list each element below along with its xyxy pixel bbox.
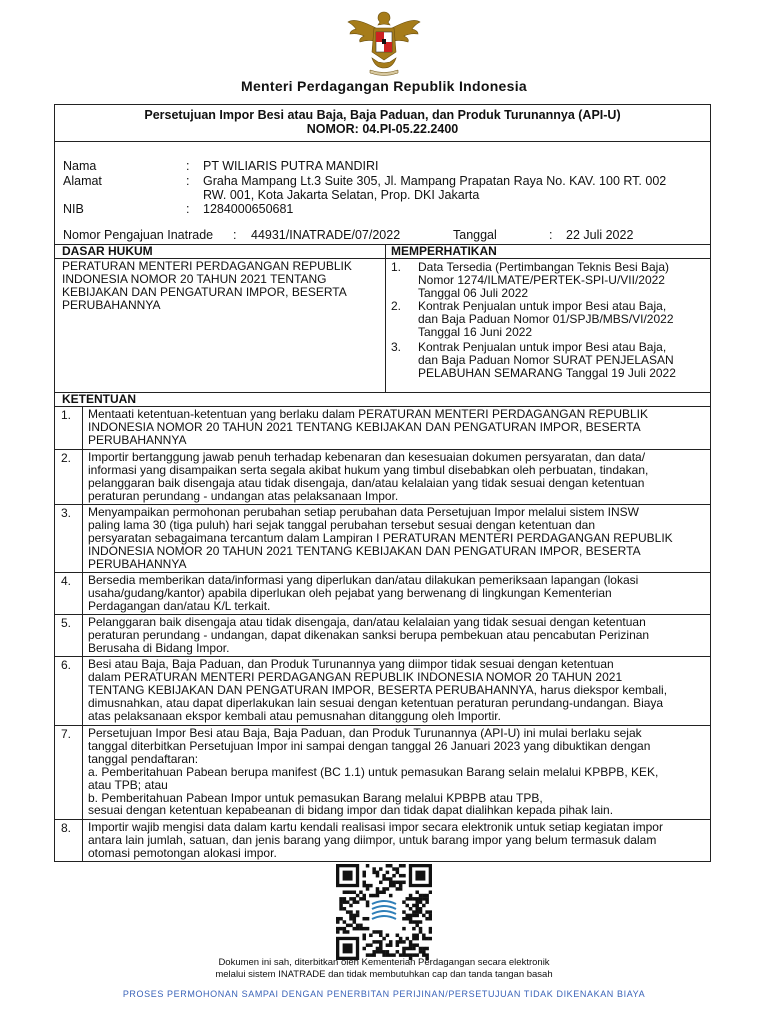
ketentuan-line: Mentaati ketentuan-ketentuan yang berlaku dalam PERATURAN MENTERI PERDAGANGAN REPUBLIK	[88, 407, 649, 421]
ketentuan-line: Importir bertanggung jawab penuh terhadap kebenaran dan kesesuaian dokumen persyaratan, dan data/	[88, 450, 646, 464]
ketentuan-line: persyaratan sebagaimana tercantum dalam Lampiran I PERATURAN MENTERI PERDAGANGAN REPUBLIK	[88, 530, 673, 545]
document-title-box	[54, 104, 711, 142]
validity-note-line2: melalui sistem INATRADE dan tidak membutuhkan cap dan tanda tangan basah	[215, 968, 553, 980]
ketentuan-line: Besi atau Baja, Baja Paduan, dan Produk Turunannya yang diimpor tidak sesuai dengan ketentuan	[88, 657, 614, 671]
ketentuan-line: TENTANG KEBIJAKAN DAN PENGATURAN IMPOR, BESERTA PERUBAHANNYA, harus diekspor kembali,	[88, 682, 668, 697]
ketentuan-line: peraturan perundang - undangan atas pelaksanaan Impor.	[88, 488, 399, 503]
ketentuan-line: usaha/gudang/kantor) apabila diperlukan oleh pejabat yang berwenang di lingkungan Kementerian	[88, 585, 612, 600]
ketentuan-line: tanggal diterbitkan Persetujuan Impor ini sampai dengan tanggal 26 Januari 2023 yang dibuktikan dengan	[88, 738, 651, 753]
validity-note-line1: Dokumen ini sah, diterbitkan oleh Kementerian Perdagangan secara elektronik	[218, 957, 550, 968]
ketentuan-heading: KETENTUAN	[62, 392, 136, 406]
ketentuan-item	[55, 656, 710, 725]
dasar-hukum-text-3: KEBIJAKAN DAN PENGATURAN IMPOR, BESERTA	[62, 285, 347, 299]
ketentuan-num: 4.	[61, 574, 72, 588]
ketentuan-line: otomasi pemotongan alokasi impor.	[88, 845, 277, 860]
ketentuan-item	[55, 406, 710, 449]
ketentuan-num: 6.	[61, 658, 72, 672]
memperhatikan-heading: MEMPERHATIKAN	[391, 244, 497, 258]
memperhatikan-line: dan Baja Paduan Nomor 01/SPJB/MBS/VI/2022	[418, 312, 674, 326]
dasar-hukum-text-1: PERATURAN MENTERI PERDAGANGAN REPUBLIK	[62, 259, 352, 273]
ketentuan-line: Menyampaikan permohonan perubahan setiap perubahan data Persetujuan Impor melalui sistem INSW	[88, 505, 639, 519]
ketentuan-item	[55, 449, 710, 504]
ketentuan-line: paling lama 30 (tiga puluh) hari sejak tanggal perubahan tersebut sesuai dengan ketentuan dan	[88, 517, 596, 532]
memperhatikan-line: Tanggal 16 Juni 2022	[418, 325, 533, 339]
alamat-value-line1: Graha Mampang Lt.3 Suite 305, Jl. Mampang Prapatan Raya No. KAV. 100 RT. 002	[203, 174, 667, 188]
alamat-value-line2: RW. 001, Kota Jakarta Selatan, Prop. DKI Jakarta	[203, 188, 480, 202]
ketentuan-section	[54, 392, 711, 862]
ketentuan-item	[55, 572, 710, 614]
dasar-hukum-text-2: INDONESIA NOMOR 20 TAHUN 2021 TENTANG	[62, 272, 327, 286]
document-number: NOMOR: 04.PI-05.22.2400	[306, 122, 459, 136]
ketentuan-line: dimusnahkan, atau dapat diperlakukan lain sesuai dengan ketentuan peraturan perundang-undangan. Biaya	[88, 695, 664, 710]
garuda-emblem-icon	[344, 8, 424, 78]
ketentuan-item	[55, 614, 710, 656]
ketentuan-num: 7.	[61, 727, 72, 741]
nib-value: 1284000650681	[203, 202, 294, 216]
ketentuan-line: a. Pemberitahuan Pabean berupa manifest (BC 1.1) untuk pemasukan Barang selain melalui KPBPB, KEK,	[88, 764, 659, 779]
ketentuan-line: dalam PERATURAN MENTERI PERDAGANGAN REPUBLIK INDONESIA NOMOR 20 TAHUN 2021	[88, 669, 623, 684]
document-title: Persetujuan Impor Besi atau Baja, Baja Paduan, dan Produk Turunannya (API-U)	[144, 108, 621, 122]
memperhatikan-line: Nomor 1274/ILMATE/PERTEK-SPI-U/VII/2022	[418, 273, 665, 287]
tanggal-value: 22 Juli 2022	[566, 228, 634, 242]
ketentuan-line: Berusaha di Bidang Impor.	[88, 640, 230, 655]
colon: :	[186, 202, 190, 216]
ketentuan-line: b. Pemberitahuan Pabean Impor untuk pemasukan Barang melalui KPBPB atau TPB,	[88, 790, 543, 805]
nama-value: PT WILIARIS PUTRA MANDIRI	[203, 159, 379, 173]
memperhatikan-line: PELABUHAN SEMARANG Tanggal 19 Juli 2022	[418, 366, 676, 380]
ketentuan-num: 2.	[61, 451, 72, 465]
dasar-hukum-heading: DASAR HUKUM	[62, 244, 153, 258]
nib-label: NIB	[63, 202, 84, 216]
ketentuan-line: PERUBAHANNYA	[88, 556, 187, 571]
memperhatikan-num: 3.	[391, 340, 402, 354]
tanggal-label: Tanggal	[453, 228, 497, 242]
no-fee-notice: PROSES PERMOHONAN SAMPAI DENGAN PENERBITAN PERIJINAN/PERSETUJUAN TIDAK DIKENAKAN BIAYA	[122, 989, 646, 999]
colon: :	[186, 159, 190, 173]
pengajuan-label: Nomor Pengajuan Inatrade	[63, 228, 214, 242]
memperhatikan-line: Kontrak Penjualan untuk impor Besi atau Baja,	[418, 340, 667, 354]
ministry-title: Menteri Perdagangan Republik Indonesia	[240, 78, 527, 94]
ketentuan-line: Importir wajib mengisi data dalam kartu kendali realisasi impor secara elektronik untuk setiap kegiatan impor	[88, 820, 663, 834]
memperhatikan-line: dan Baja Paduan Nomor SURAT PENJELASAN	[418, 353, 674, 367]
memperhatikan-line: Kontrak Penjualan untuk impor Besi atau Baja,	[418, 299, 667, 313]
ketentuan-num: 1.	[61, 408, 72, 422]
memperhatikan-num: 1.	[391, 260, 402, 274]
ketentuan-line: PERUBAHANNYA	[88, 432, 187, 447]
pengajuan-value: 44931/INATRADE/07/2022	[251, 228, 401, 242]
ketentuan-line: INDONESIA NOMOR 20 TAHUN 2021 TENTANG KEBIJAKAN DAN PENGATURAN IMPOR, BESERTA	[88, 543, 641, 558]
ketentuan-item	[55, 725, 710, 819]
ketentuan-line: Persetujuan Impor Besi atau Baja, Baja Paduan, dan Produk Turunannya (API-U) ini mulai berlaku sejak	[88, 726, 642, 740]
colon: :	[549, 228, 553, 242]
ketentuan-line: peraturan perundang - undangan, dapat dikenakan sanksi berupa pembekuan atau pencabutan Perizinan	[88, 627, 650, 642]
dasar-hukum-text-4: PERUBAHANNYA	[62, 298, 161, 312]
qr-code-icon	[336, 864, 432, 960]
memperhatikan-line: Data Tersedia (Pertimbangan Teknis Besi Baja)	[418, 260, 670, 274]
ketentuan-line: antara lain jumlah, satuan, dan jenis barang yang diimpor, untuk barang impor yang belum termasuk dalam	[88, 832, 657, 847]
ketentuan-line: Perdagangan dan/atau K/L terkait.	[88, 598, 271, 613]
ketentuan-item	[55, 819, 710, 861]
ketentuan-num: 8.	[61, 821, 72, 835]
ketentuan-line: atau TPB; atau	[88, 777, 168, 792]
validity-note	[0, 957, 768, 980]
ketentuan-line: sesuai dengan ketentuan kepabeanan di bidang impor dan tidak dapat dialihkan kepada pihak lain.	[88, 803, 614, 818]
memperhatikan-line: Tanggal 06 Juli 2022	[418, 286, 529, 300]
alamat-label: Alamat	[63, 174, 102, 188]
ketentuan-line: tanggal pendaftaran:	[88, 751, 199, 766]
memperhatikan-num: 2.	[391, 299, 402, 313]
legal-basis-section	[54, 244, 711, 393]
applicant-info	[54, 142, 711, 245]
colon: :	[233, 228, 237, 242]
nama-label: Nama	[63, 159, 97, 173]
ketentuan-num: 5.	[61, 616, 72, 630]
ketentuan-line: atas pelaksanaan ekspor kembali atau pemusnahan ditanggung oleh Importir.	[88, 708, 501, 723]
ketentuan-line: INDONESIA NOMOR 20 TAHUN 2021 TENTANG KEBIJAKAN DAN PENGATURAN IMPOR, BESERTA	[88, 419, 641, 434]
ketentuan-line: Bersedia memberikan data/informasi yang diperlukan dan/atau dilakukan pemeriksaan lapangan (lokasi	[88, 573, 639, 587]
ketentuan-item	[55, 504, 710, 572]
ketentuan-line: informasi yang disampaikan serta segala akibat hukum yang timbul disebabkan oleh perbuatan, tindakan,	[88, 462, 649, 477]
ketentuan-num: 3.	[61, 506, 72, 520]
ketentuan-line: Pelanggaran baik disengaja atau tidak disengaja, dan/atau kelalaian yang tidak sesuai dengan ketentuan	[88, 615, 646, 629]
ketentuan-line: pelanggaran baik disengaja atau tidak disengaja, dan/atau kelalaian yang tidak sesuai dengan ketentuan	[88, 475, 645, 490]
colon: :	[186, 174, 190, 188]
